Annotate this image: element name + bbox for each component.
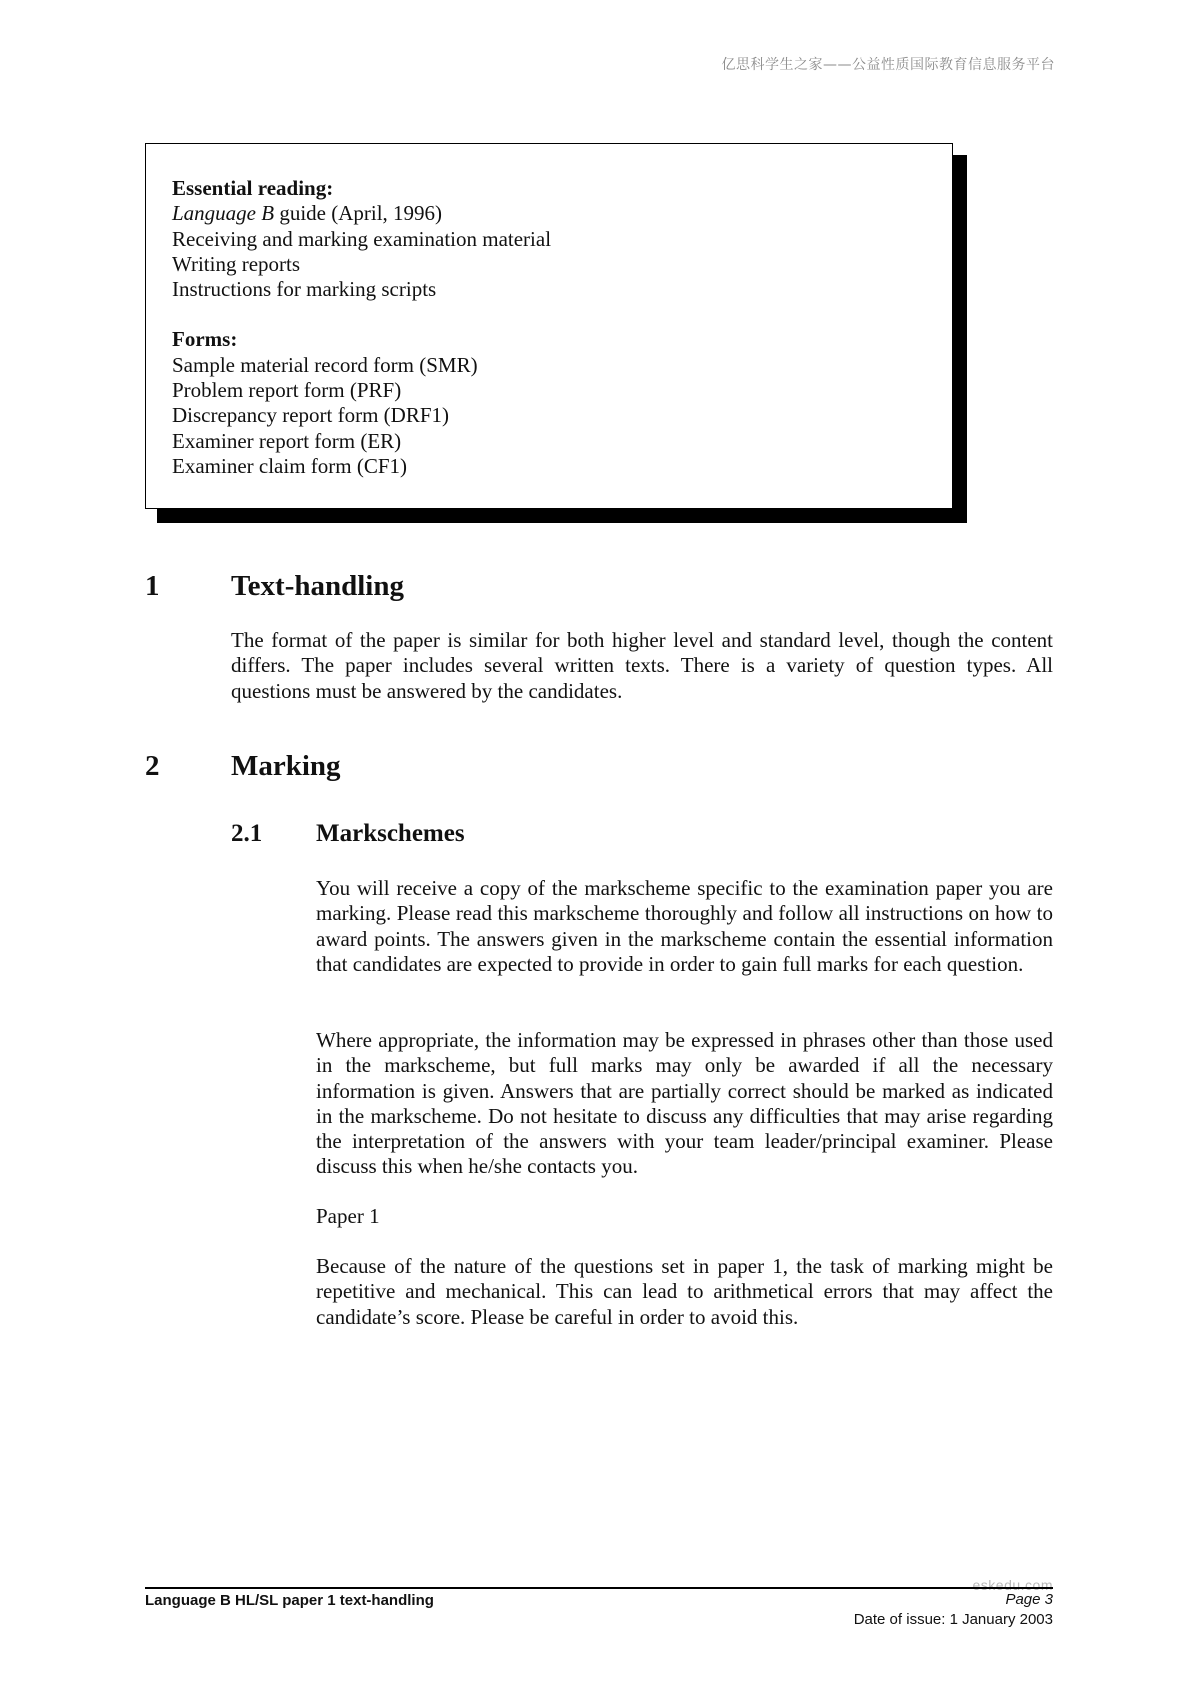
subsection-2-1-number: 2.1: [231, 820, 263, 847]
essential-reading-title: Essential reading:: [172, 176, 334, 200]
form-item: Examiner report form (ER): [172, 428, 402, 453]
section-1-title: Text-handling: [231, 570, 404, 602]
header-banner: 亿思科学生之家——公益性质国际教育信息服务平台: [721, 57, 1055, 73]
section-2-title: Marking: [231, 750, 341, 782]
subsection-2-1-title: Markschemes: [316, 820, 465, 847]
section-1-number: 1: [145, 570, 160, 602]
section-2-number: 2: [145, 750, 160, 782]
essential-item: Receiving and marking examination material: [172, 226, 552, 251]
footer-divider: [145, 1587, 1053, 1589]
guide-name: Language B: [172, 201, 275, 226]
markschemes-paragraph-3: Because of the nature of the questions set in paper 1, the task of marking might be repetitive and mechanical. This can lead to arithmetical errors that may affect the candidate’s score. Please be careful in order to avoid this.: [316, 1254, 1053, 1329]
footer-document-title: Language B HL/SL paper 1 text-handling: [145, 1592, 434, 1609]
section-1-paragraph: The format of the paper is similar for both higher level and standard level, though the content differs. The paper includes several written texts. There is a variety of question types. All questions must be answered by the candidates.: [231, 628, 1053, 703]
markschemes-paragraph-2: Where appropriate, the information may be expressed in phrases other than those used in the markscheme, but full marks may only be awarded if all the necessary information is given. Answers that are partially correct should be marked as indicated in the markscheme. Do not hesitate to discuss any difficulties that may arise regarding the interpretation of the answers with your team leader/principal examiner. Please discuss this when he/she contacts you.: [316, 1028, 1053, 1179]
markschemes-paragraph-1: You will receive a copy of the markscheme specific to the examination paper you are marking. Please read this markscheme thoroughly and follow all instructions on how to award points. The answers given in the markscheme contain the essential information that candidates are expected to provide in order to gain full marks for each question.: [316, 876, 1053, 976]
form-item: Sample material record form (SMR): [172, 352, 478, 377]
reading-box-content: [145, 143, 953, 509]
form-item: Discrepancy report form (DRF1): [172, 403, 449, 428]
forms-title: Forms:: [172, 327, 238, 352]
footer-issue-date: Date of issue: 1 January 2003: [853, 1611, 1053, 1628]
guide-date: guide (April, 1996): [274, 201, 443, 226]
paper-1-label: Paper 1: [316, 1204, 380, 1228]
reading-box: [145, 143, 955, 511]
form-item: Examiner claim form (CF1): [172, 453, 408, 478]
essential-item: Writing reports: [172, 251, 301, 276]
footer-page-number: Page 3: [1005, 1591, 1053, 1608]
watermark-text: eskedu.com: [972, 1577, 1053, 1593]
essential-item: Instructions for marking scripts: [172, 277, 437, 302]
essential-item-guide: [172, 201, 926, 226]
form-item: Problem report form (PRF): [172, 378, 402, 403]
